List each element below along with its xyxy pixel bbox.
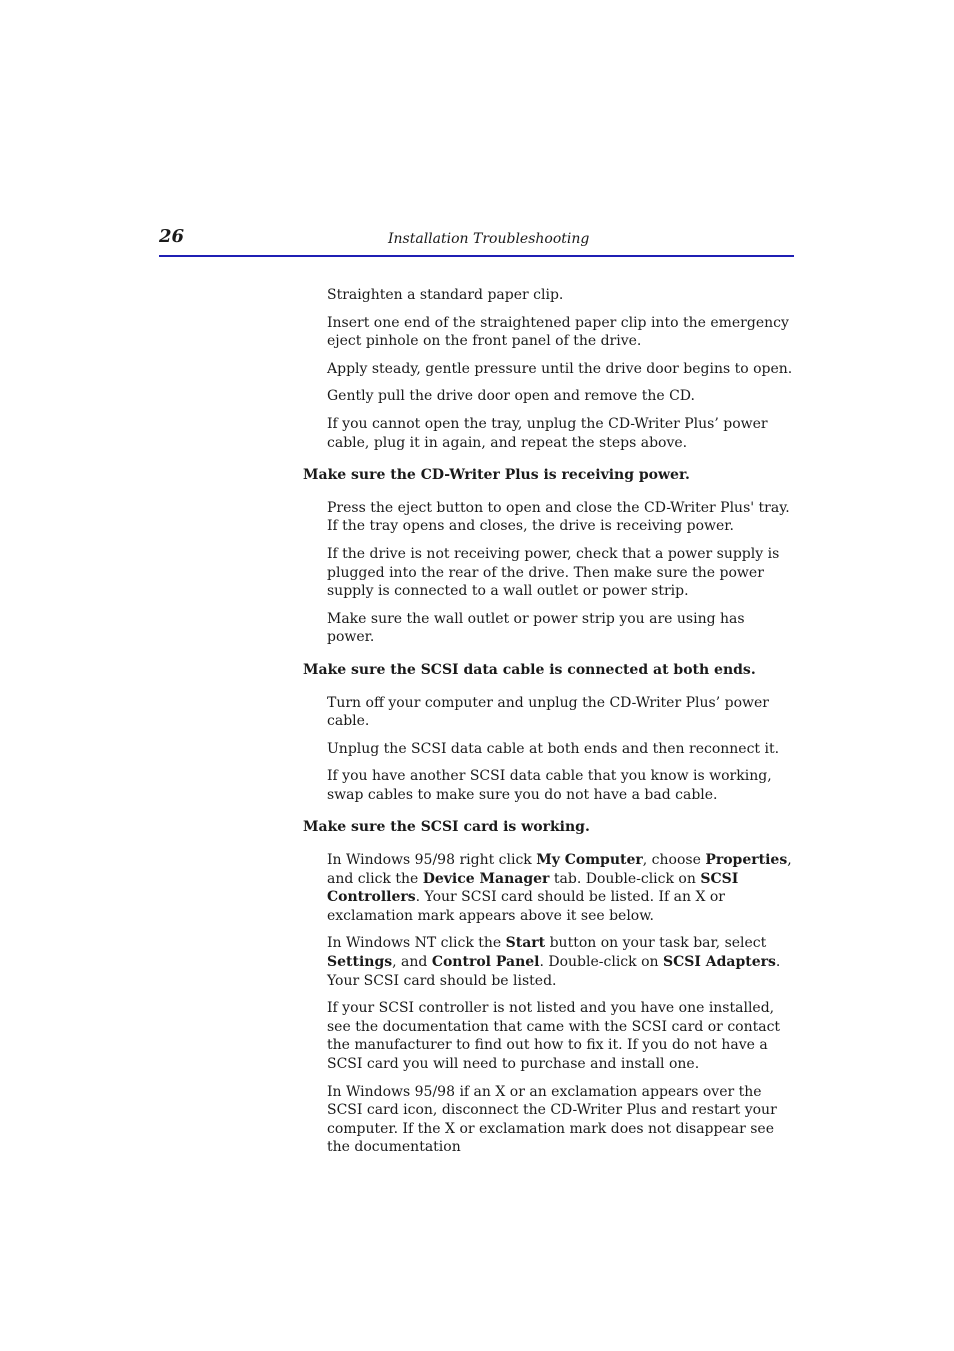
paragraph-windows-nt bbox=[327, 934, 795, 990]
text-run: . Your SCSI card should be listed. bbox=[327, 954, 781, 989]
paragraph: If you cannot open the tray, unplug the CD-Writer Plus’ power cable, plug it in again, and repeat the steps above. bbox=[327, 415, 768, 451]
text-run: button on your task bar, select bbox=[545, 935, 767, 952]
paragraph: Apply steady, gentle pressure until the drive door begins to open. bbox=[327, 360, 793, 377]
paragraph: Press the eject button to open and close the CD-Writer Plus' tray. If the tray opens and closes, the drive is receiving power. bbox=[327, 499, 790, 535]
ui-term-device-manager: Device Manager bbox=[422, 870, 550, 887]
paragraph: If the drive is not receiving power, check that a power supply is plugged into the rear of the drive. Then make sure the power supply is connected to a wall outlet or power strip. bbox=[327, 545, 780, 600]
text-run: , and bbox=[392, 954, 432, 971]
body-text bbox=[303, 286, 795, 1166]
paragraph: Make sure the wall outlet or power strip you are using has power. bbox=[327, 610, 745, 646]
ui-term-settings: Settings bbox=[327, 954, 393, 971]
text-run: tab. Double-click on bbox=[549, 870, 701, 887]
ui-term-properties: Properties bbox=[705, 852, 788, 869]
text-run: In Windows 95/98 right click bbox=[327, 852, 537, 869]
section-heading-cable: Make sure the SCSI data cable is connected at both ends. bbox=[303, 661, 756, 678]
paragraph: Gently pull the drive door open and remove the CD. bbox=[327, 388, 695, 405]
paragraph: Unplug the SCSI data cable at both ends and then reconnect it. bbox=[327, 740, 780, 757]
page-number: 26 bbox=[159, 226, 185, 247]
paragraph: In Windows 95/98 if an X or an exclamation appears over the SCSI card icon, disconnect the CD-Writer Plus and restart your computer. If the X or exclamation mark does not disappear see the documentation bbox=[327, 1083, 777, 1156]
text-run: In Windows NT click the bbox=[327, 935, 506, 952]
paragraph: Straighten a standard paper clip. bbox=[327, 287, 564, 303]
ui-term-scsi-adapters: SCSI Adapters bbox=[662, 954, 776, 971]
ui-term-scsi-controllers: SCSI Controllers bbox=[327, 870, 739, 906]
running-header-title: Installation Troubleshooting bbox=[388, 231, 590, 247]
paragraph: Insert one end of the straightened paper clip into the emergency eject pinhole on the front panel of the drive. bbox=[327, 314, 789, 350]
paragraph-windows-95-98 bbox=[327, 851, 795, 925]
ui-term-control-panel: Control Panel bbox=[431, 954, 540, 971]
text-run: . Your SCSI card should be listed. If an X or exclamation mark appears above it see below. bbox=[327, 889, 725, 924]
section-heading-power: Make sure the CD-Writer Plus is receiving power. bbox=[303, 467, 690, 484]
paragraph: Turn off your computer and unplug the CD-Writer Plus’ power cable. bbox=[327, 694, 769, 730]
text-run: . Double-click on bbox=[539, 954, 663, 971]
ui-term-my-computer: My Computer bbox=[536, 852, 643, 869]
paragraph: If your SCSI controller is not listed and you have one installed, see the documentation that came with the SCSI card or contact the manufacturer to find out how to fix it. If you do not have a SCSI card you will need to purchase and install one. bbox=[327, 1000, 781, 1072]
text-run: , and click the bbox=[327, 852, 792, 887]
header-rule bbox=[159, 255, 794, 257]
paragraph: If you have another SCSI data cable that you know is working, swap cables to make sure you do not have a bad cable. bbox=[327, 768, 772, 803]
section-heading-scsi-card: Make sure the SCSI card is working. bbox=[303, 819, 590, 836]
ui-term-start: Start bbox=[505, 935, 546, 952]
text-run: , choose bbox=[642, 852, 706, 869]
